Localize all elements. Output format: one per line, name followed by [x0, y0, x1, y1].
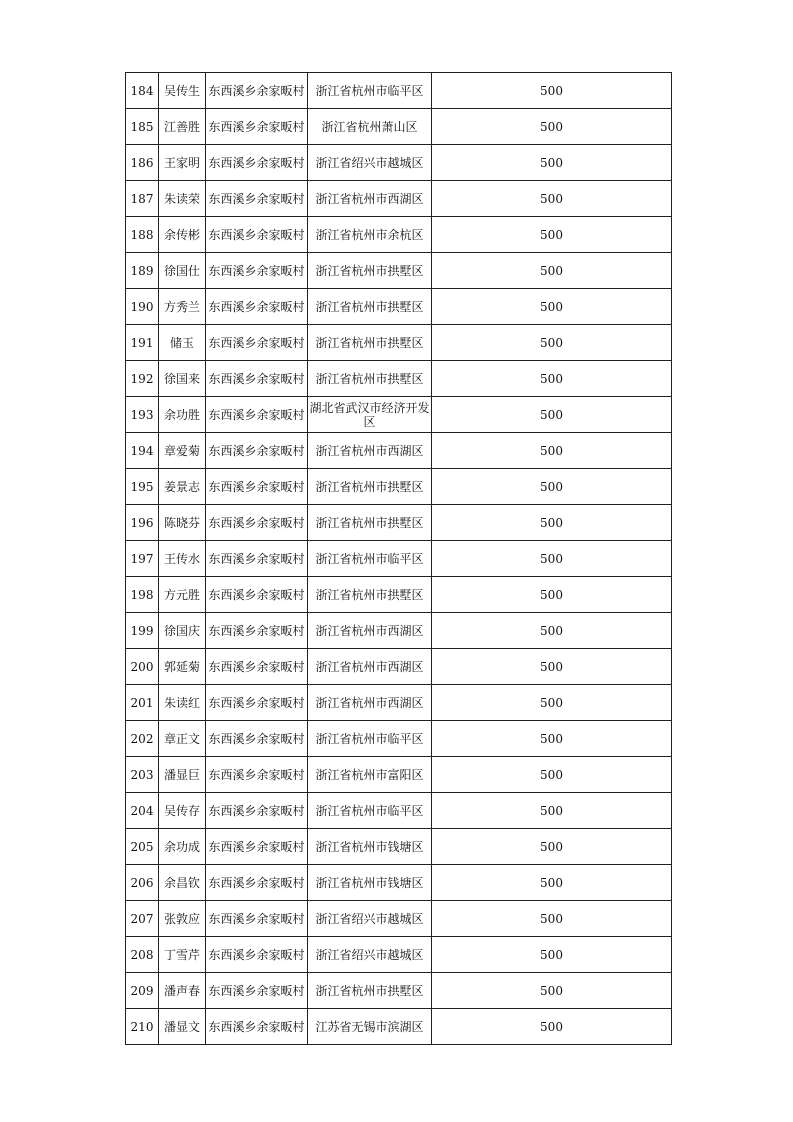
cell-amount: 500	[432, 109, 672, 145]
cell-name: 张敦应	[159, 901, 206, 937]
cell-address: 浙江省杭州市临平区	[308, 541, 432, 577]
cell-address: 浙江省杭州萧山区	[308, 109, 432, 145]
table-row	[126, 829, 672, 865]
cell-amount: 500	[432, 469, 672, 505]
cell-name: 余传彬	[159, 217, 206, 253]
cell-village: 东西溪乡余家畈村	[206, 1009, 308, 1045]
cell-number: 201	[126, 685, 159, 721]
cell-village: 东西溪乡余家畈村	[206, 361, 308, 397]
table-row	[126, 1009, 672, 1045]
cell-amount: 500	[432, 73, 672, 109]
cell-village: 东西溪乡余家畈村	[206, 469, 308, 505]
cell-village: 东西溪乡余家畈村	[206, 577, 308, 613]
table-row	[126, 577, 672, 613]
cell-address: 浙江省杭州市临平区	[308, 721, 432, 757]
cell-amount: 500	[432, 685, 672, 721]
cell-address: 浙江省杭州市拱墅区	[308, 505, 432, 541]
table-row	[126, 217, 672, 253]
cell-village: 东西溪乡余家畈村	[206, 757, 308, 793]
cell-address: 浙江省绍兴市越城区	[308, 145, 432, 181]
cell-village: 东西溪乡余家畈村	[206, 109, 308, 145]
cell-address: 浙江省绍兴市越城区	[308, 937, 432, 973]
cell-address: 浙江省杭州市拱墅区	[308, 289, 432, 325]
table-body	[126, 73, 672, 1045]
cell-village: 东西溪乡余家畈村	[206, 325, 308, 361]
cell-amount: 500	[432, 541, 672, 577]
cell-address: 浙江省杭州市钱塘区	[308, 865, 432, 901]
cell-amount: 500	[432, 145, 672, 181]
cell-number: 200	[126, 649, 159, 685]
cell-amount: 500	[432, 397, 672, 433]
cell-number: 195	[126, 469, 159, 505]
cell-amount: 500	[432, 937, 672, 973]
cell-village: 东西溪乡余家畈村	[206, 397, 308, 433]
cell-address: 浙江省杭州市西湖区	[308, 649, 432, 685]
cell-number: 207	[126, 901, 159, 937]
cell-address: 浙江省杭州市拱墅区	[308, 469, 432, 505]
cell-address: 浙江省杭州市钱塘区	[308, 829, 432, 865]
cell-amount: 500	[432, 505, 672, 541]
cell-name: 方元胜	[159, 577, 206, 613]
cell-number: 192	[126, 361, 159, 397]
table-row	[126, 757, 672, 793]
cell-amount: 500	[432, 757, 672, 793]
cell-village: 东西溪乡余家畈村	[206, 289, 308, 325]
table-row	[126, 289, 672, 325]
cell-name: 余功成	[159, 829, 206, 865]
table-row	[126, 469, 672, 505]
table-row	[126, 361, 672, 397]
cell-name: 朱读荣	[159, 181, 206, 217]
cell-village: 东西溪乡余家畈村	[206, 145, 308, 181]
table-row	[126, 505, 672, 541]
cell-village: 东西溪乡余家畈村	[206, 865, 308, 901]
cell-number: 204	[126, 793, 159, 829]
cell-village: 东西溪乡余家畈村	[206, 721, 308, 757]
cell-number: 203	[126, 757, 159, 793]
cell-address: 浙江省杭州市富阳区	[308, 757, 432, 793]
cell-number: 208	[126, 937, 159, 973]
cell-amount: 500	[432, 361, 672, 397]
cell-number: 196	[126, 505, 159, 541]
table-row	[126, 937, 672, 973]
cell-number: 194	[126, 433, 159, 469]
cell-name: 王传水	[159, 541, 206, 577]
cell-village: 东西溪乡余家畈村	[206, 829, 308, 865]
cell-address: 浙江省杭州市拱墅区	[308, 325, 432, 361]
cell-name: 吴传存	[159, 793, 206, 829]
cell-address: 浙江省杭州市余杭区	[308, 217, 432, 253]
cell-number: 199	[126, 613, 159, 649]
cell-amount: 500	[432, 1009, 672, 1045]
cell-number: 186	[126, 145, 159, 181]
cell-amount: 500	[432, 433, 672, 469]
cell-number: 210	[126, 1009, 159, 1045]
cell-name: 潘显巨	[159, 757, 206, 793]
cell-village: 东西溪乡余家畈村	[206, 217, 308, 253]
cell-village: 东西溪乡余家畈村	[206, 901, 308, 937]
cell-name: 潘显文	[159, 1009, 206, 1045]
cell-village: 东西溪乡余家畈村	[206, 541, 308, 577]
cell-name: 陈晓芬	[159, 505, 206, 541]
cell-name: 王家明	[159, 145, 206, 181]
cell-amount: 500	[432, 973, 672, 1009]
table-row	[126, 397, 672, 433]
cell-village: 东西溪乡余家畈村	[206, 253, 308, 289]
cell-number: 187	[126, 181, 159, 217]
cell-amount: 500	[432, 793, 672, 829]
cell-village: 东西溪乡余家畈村	[206, 937, 308, 973]
cell-number: 191	[126, 325, 159, 361]
cell-village: 东西溪乡余家畈村	[206, 793, 308, 829]
cell-address: 江苏省无锡市滨湖区	[308, 1009, 432, 1045]
cell-address: 浙江省杭州市西湖区	[308, 433, 432, 469]
cell-amount: 500	[432, 217, 672, 253]
cell-village: 东西溪乡余家畈村	[206, 973, 308, 1009]
table-row	[126, 649, 672, 685]
cell-amount: 500	[432, 253, 672, 289]
cell-number: 205	[126, 829, 159, 865]
table-row	[126, 73, 672, 109]
cell-address: 浙江省杭州市西湖区	[308, 181, 432, 217]
cell-number: 193	[126, 397, 159, 433]
cell-name: 朱读红	[159, 685, 206, 721]
cell-number: 202	[126, 721, 159, 757]
table-row	[126, 865, 672, 901]
cell-number: 185	[126, 109, 159, 145]
cell-address: 浙江省杭州市西湖区	[308, 613, 432, 649]
cell-name: 江善胜	[159, 109, 206, 145]
cell-name: 余昌钦	[159, 865, 206, 901]
cell-amount: 500	[432, 613, 672, 649]
cell-name: 徐国庆	[159, 613, 206, 649]
table-row	[126, 145, 672, 181]
cell-amount: 500	[432, 901, 672, 937]
cell-amount: 500	[432, 577, 672, 613]
cell-address: 浙江省杭州市临平区	[308, 73, 432, 109]
cell-number: 209	[126, 973, 159, 1009]
cell-name: 方秀兰	[159, 289, 206, 325]
cell-name: 余功胜	[159, 397, 206, 433]
cell-name: 郭延菊	[159, 649, 206, 685]
cell-name: 潘声春	[159, 973, 206, 1009]
table-row	[126, 613, 672, 649]
cell-number: 206	[126, 865, 159, 901]
cell-village: 东西溪乡余家畈村	[206, 649, 308, 685]
cell-address: 浙江省杭州市拱墅区	[308, 973, 432, 1009]
cell-village: 东西溪乡余家畈村	[206, 505, 308, 541]
table-row	[126, 973, 672, 1009]
cell-number: 188	[126, 217, 159, 253]
cell-name: 丁雪芹	[159, 937, 206, 973]
table-row	[126, 325, 672, 361]
table-row	[126, 253, 672, 289]
cell-amount: 500	[432, 829, 672, 865]
cell-name: 姜景志	[159, 469, 206, 505]
cell-village: 东西溪乡余家畈村	[206, 73, 308, 109]
cell-name: 章正文	[159, 721, 206, 757]
cell-address: 浙江省杭州市拱墅区	[308, 577, 432, 613]
cell-address: 浙江省杭州市拱墅区	[308, 361, 432, 397]
cell-amount: 500	[432, 289, 672, 325]
table-row	[126, 901, 672, 937]
cell-amount: 500	[432, 181, 672, 217]
register-table	[125, 72, 672, 1045]
cell-name: 徐国来	[159, 361, 206, 397]
cell-address: 湖北省武汉市经济开发区	[308, 397, 432, 433]
cell-number: 197	[126, 541, 159, 577]
cell-amount: 500	[432, 649, 672, 685]
cell-amount: 500	[432, 721, 672, 757]
table-row	[126, 541, 672, 577]
cell-address: 浙江省绍兴市越城区	[308, 901, 432, 937]
cell-address: 浙江省杭州市拱墅区	[308, 253, 432, 289]
cell-name: 徐国仕	[159, 253, 206, 289]
cell-name: 吴传生	[159, 73, 206, 109]
cell-number: 189	[126, 253, 159, 289]
cell-address: 浙江省杭州市临平区	[308, 793, 432, 829]
cell-number: 184	[126, 73, 159, 109]
cell-village: 东西溪乡余家畈村	[206, 433, 308, 469]
table-row	[126, 685, 672, 721]
cell-amount: 500	[432, 865, 672, 901]
cell-amount: 500	[432, 325, 672, 361]
cell-name: 章爱菊	[159, 433, 206, 469]
table-row	[126, 109, 672, 145]
cell-number: 198	[126, 577, 159, 613]
cell-number: 190	[126, 289, 159, 325]
cell-village: 东西溪乡余家畈村	[206, 685, 308, 721]
cell-name: 储玉	[159, 325, 206, 361]
cell-village: 东西溪乡余家畈村	[206, 613, 308, 649]
table-row	[126, 793, 672, 829]
cell-village: 东西溪乡余家畈村	[206, 181, 308, 217]
table-row	[126, 433, 672, 469]
table-row	[126, 181, 672, 217]
cell-address: 浙江省杭州市西湖区	[308, 685, 432, 721]
table-row	[126, 721, 672, 757]
